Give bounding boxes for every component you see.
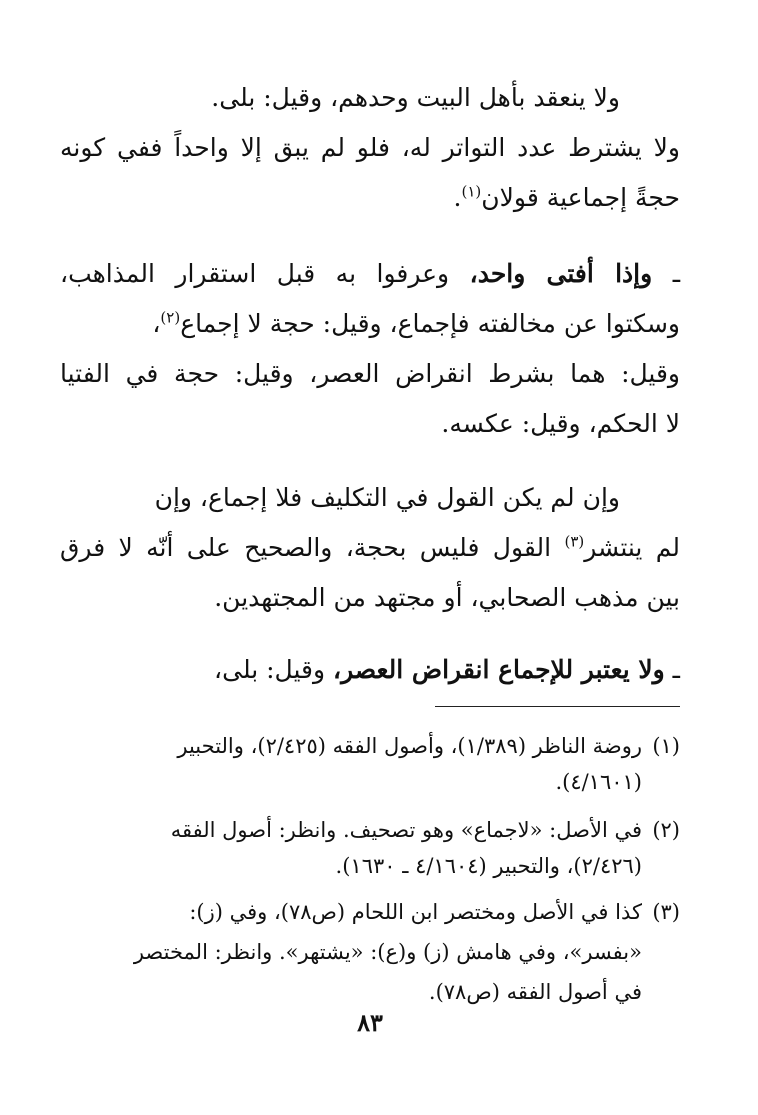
paragraph1-line3-text: حجةً إجماعية قولان [481, 183, 680, 212]
paragraph4-line1 [60, 650, 680, 690]
paragraph1-line1 [60, 78, 620, 118]
paragraph1-line3 [60, 178, 680, 218]
paragraph2-line4: لا الحكم، وقيل: عكسه. [441, 409, 680, 438]
paragraph3-line1: وإن لم يكن القول في التكليف فلا إجماع، وإن [154, 483, 620, 512]
book-page [60, 0, 680, 1115]
footnote-ref-3[interactable]: (٣) [564, 532, 585, 551]
footnote-1-text: روضة الناظر (١/٣٨٩)، وأصول الفقه (٢/٤٢٥)، والتحبير [177, 734, 642, 758]
footnote-ref-1[interactable]: (١) [461, 182, 482, 201]
footnote-3-line1 [60, 894, 680, 930]
footnote-2-number: (٢) [652, 818, 680, 842]
paragraph3-line2-start: لم ينتشر$^{(٣)}$ [564, 532, 680, 562]
footnote-3-number: (٣) [652, 900, 680, 924]
footnote-2-line1 [60, 812, 680, 848]
footnote-ref-2[interactable]: (٢) [160, 308, 181, 327]
paragraph1-line1-text: ولا ينعقد بأهل البيت وحدهم، وقيل: بلى. [211, 83, 620, 112]
footnote-2-line2: (٢/٤٢٦)، والتحبير (٤/١٦٠٤ ـ ١٦٣٠). [335, 854, 642, 878]
paragraph3-line2-rest: القول فليس بحجة، والصحيح على أنّه لا فرق [60, 533, 552, 562]
paragraph2-dash: ـ [672, 259, 681, 288]
footnote-3-line2: «بفسر»، وفي هامش (ز) و(ع): «يشتهر». وانظر: المختصر [133, 940, 642, 964]
page-number: ٨٣ [357, 1008, 383, 1037]
footnote-1-line1 [60, 728, 680, 764]
paragraph4-bold-heading: ولا يعتبر للإجماع انقراض العصر، [333, 655, 665, 684]
paragraph2-line3: وقيل: هما بشرط انقراض العصر، وقيل: حجة في الفتيا [60, 359, 680, 388]
footnote-1-line2: (٤/١٦٠١). [555, 770, 642, 794]
paragraph4-dash: ـ [672, 655, 680, 684]
paragraph1-line3-end: . [453, 183, 462, 212]
footnote-1-number: (١) [652, 734, 680, 758]
footnote-3-line3: في أصول الفقه (ص٧٨). [428, 980, 642, 1004]
paragraph2-line2-end: ، [152, 309, 161, 338]
paragraph2-line2-text: وسكتوا عن مخالفته فإجماع، وقيل: حجة لا إجماع [180, 309, 680, 338]
paragraph2-line2 [60, 304, 680, 344]
paragraph3-line2 [60, 528, 680, 568]
footnote-2-text: في الأصل: «لاجماع» وهو تصحيف. وانظر: أصول الفقه [170, 818, 642, 842]
paragraph4-rest: وقيل: بلى، [214, 655, 326, 684]
paragraph1-line2: ولا يشترط عدد التواتر له، فلو لم يبق إلا واحداً ففي كونه [60, 133, 680, 162]
footnote-separator [435, 706, 680, 707]
paragraph2-line1 [60, 254, 680, 294]
paragraph2-line1-rest: وعرفوا به قبل استقرار المذاهب، [60, 259, 450, 288]
paragraph2-bold-heading: وإذا أفتى واحد، [469, 259, 653, 288]
paragraph3-line3: بين مذهب الصحابي، أو مجتهد من المجتهدين. [214, 583, 680, 612]
footnote-3-text: كذا في الأصل ومختصر ابن اللحام (ص٧٨)، وفي (ز): [189, 900, 642, 924]
